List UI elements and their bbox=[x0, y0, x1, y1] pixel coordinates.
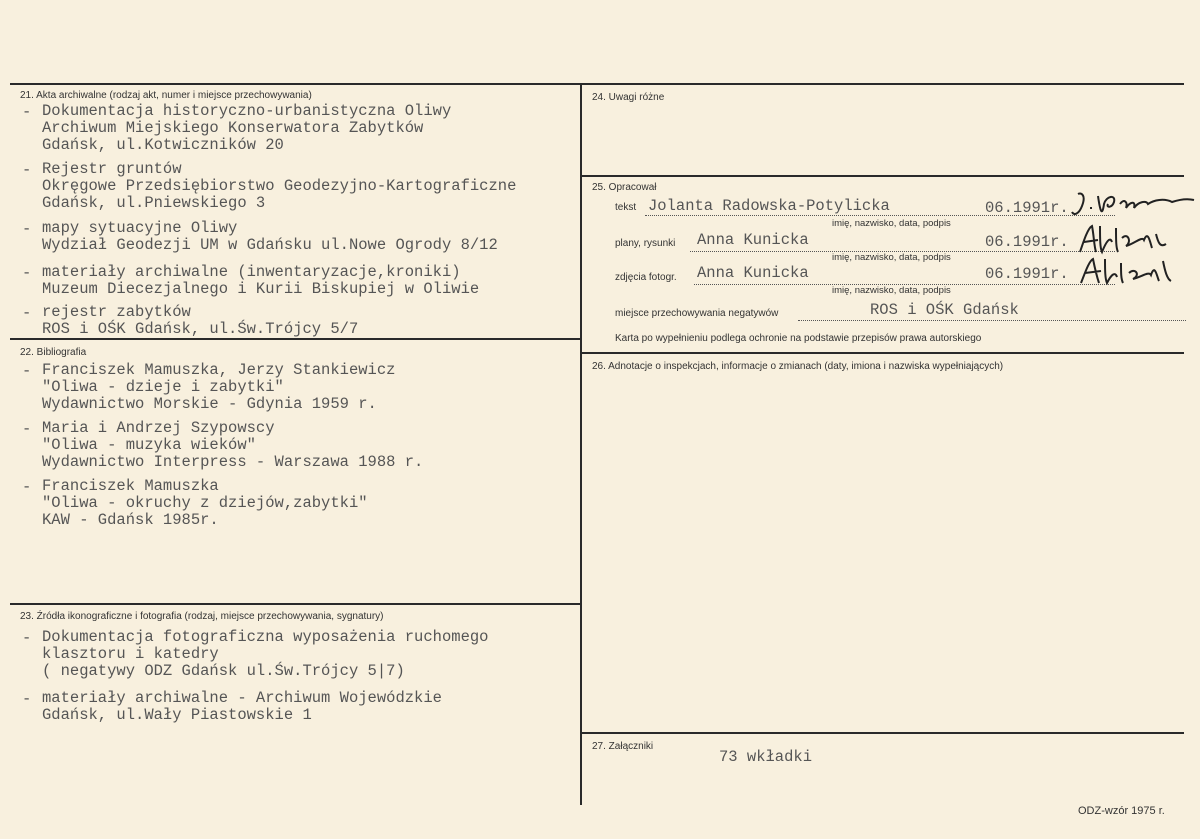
row-photos-date: 06.1991r. bbox=[985, 265, 1069, 283]
item-line: Wydawnictwo Morskie - Gdynia 1959 r. bbox=[42, 395, 377, 413]
item-line: Okręgowe Przedsiębiorstwo Geodezyjno-Kartograficzne bbox=[42, 177, 517, 195]
item-bullet: - bbox=[22, 161, 32, 179]
item-bullet: - bbox=[22, 304, 32, 322]
item-bullet: - bbox=[22, 629, 32, 647]
item-line: ROS i OŚK Gdańsk, ul.Św.Trójcy 5/7 bbox=[42, 320, 359, 338]
rule-26-27 bbox=[582, 732, 1184, 734]
item-bullet: - bbox=[22, 420, 32, 438]
item-line: "Oliwa - muzyka wieków" bbox=[42, 436, 256, 454]
top-rule bbox=[10, 83, 1184, 85]
item-bullet: - bbox=[22, 690, 32, 708]
row-photos-caption: imię, nazwisko, data, podpis bbox=[832, 285, 951, 296]
item-line: klasztoru i katedry bbox=[42, 645, 219, 663]
signature-1-icon bbox=[1068, 188, 1198, 224]
row-text-date: 06.1991r. bbox=[985, 199, 1069, 217]
item-line: Maria i Andrzej Szypowscy bbox=[42, 419, 275, 437]
item-line: materiały archiwalne (inwentaryzacje,kroniki) bbox=[42, 263, 461, 281]
signature-3-icon bbox=[1075, 255, 1175, 287]
item-line: Gdańsk, ul.Wały Piastowskie 1 bbox=[42, 706, 312, 724]
item-line: Rejestr gruntów bbox=[42, 160, 182, 178]
item-line: Gdańsk, ul.Pniewskiego 3 bbox=[42, 194, 266, 212]
item-line: KAW - Gdańsk 1985r. bbox=[42, 511, 219, 529]
section-22-label: 22. Bibliografia bbox=[20, 347, 87, 358]
negatives-label: miejsce przechowywania negatywów bbox=[615, 308, 779, 319]
row-text-label: tekst bbox=[615, 202, 637, 213]
section-23-label: 23. Źródła ikonograficzne i fotografia (rodzaj, miejsce przechowywania, sygnatury) bbox=[20, 611, 384, 622]
row-photos-name: Anna Kunicka bbox=[697, 264, 809, 282]
section-26-label: 26. Adnotacje o inspekcjach, informacje o zmianach (daty, imiona i nazwiska wypełniających) bbox=[592, 361, 1004, 372]
row-photos-label: zdjęcia fotogr. bbox=[615, 272, 677, 283]
section-24-label: 24. Uwagi różne bbox=[592, 92, 665, 103]
negatives-value: ROS i OŚK Gdańsk bbox=[870, 301, 1019, 319]
item-line: ( negatywy ODZ Gdańsk ul.Św.Trójcy 5|7) bbox=[42, 662, 405, 680]
column-divider bbox=[580, 83, 582, 805]
row-text-name: Jolanta Radowska-Potylicka bbox=[648, 197, 890, 215]
row-text-caption: imię, nazwisko, data, podpis bbox=[832, 218, 951, 229]
form-version: ODZ-wzór 1975 r. bbox=[1078, 805, 1165, 817]
signature-2-icon bbox=[1072, 222, 1172, 256]
item-line: Dokumentacja fotograficzna wyposażenia ruchomego bbox=[42, 628, 489, 646]
negatives-line bbox=[798, 320, 1186, 321]
row-plans-date: 06.1991r. bbox=[985, 233, 1069, 251]
item-line: Franciszek Mamuszka, Jerzy Stankiewicz bbox=[42, 361, 396, 379]
item-line: Gdańsk, ul.Kotwiczników 20 bbox=[42, 136, 284, 154]
item-line: rejestr zabytków bbox=[42, 303, 191, 321]
attachments-value: 73 wkładki bbox=[719, 748, 813, 766]
rule-22-23 bbox=[10, 603, 580, 605]
item-bullet: - bbox=[22, 362, 32, 380]
item-bullet: - bbox=[22, 478, 32, 496]
section-21-label: 21. Akta archiwalne (rodzaj akt, numer i miejsce przechowywania) bbox=[20, 90, 312, 101]
item-bullet: - bbox=[22, 264, 32, 282]
item-line: Dokumentacja historyczno-urbanistyczna Oliwy bbox=[42, 102, 452, 120]
item-line: "Oliwa - okruchy z dziejów,zabytki" bbox=[42, 494, 368, 512]
rule-25-26 bbox=[582, 352, 1184, 354]
item-bullet: - bbox=[22, 220, 32, 238]
item-line: Franciszek Mamuszka bbox=[42, 477, 219, 495]
item-line: Wydawnictwo Interpress - Warszawa 1988 r. bbox=[42, 453, 424, 471]
item-bullet: - bbox=[22, 103, 32, 121]
item-line: Archiwum Miejskiego Konserwatora Zabytków bbox=[42, 119, 424, 137]
copyright-note: Karta po wypełnieniu podlega ochronie na podstawie przepisów prawa autorskiego bbox=[615, 333, 982, 344]
item-line: materiały archiwalne - Archiwum Wojewódzkie bbox=[42, 689, 442, 707]
section-27-label: 27. Załączniki bbox=[592, 741, 654, 752]
row-plans-name: Anna Kunicka bbox=[697, 231, 809, 249]
rule-24-25 bbox=[582, 175, 1184, 177]
item-line: mapy sytuacyjne Oliwy bbox=[42, 219, 238, 237]
rule-21-22 bbox=[10, 338, 580, 340]
row-plans-caption: imię, nazwisko, data, podpis bbox=[832, 252, 951, 263]
item-line: Muzeum Diecezjalnego i Kurii Biskupiej w Oliwie bbox=[42, 280, 480, 298]
item-line: Wydział Geodezji UM w Gdańsku ul.Nowe Ogrody 8/12 bbox=[42, 236, 498, 254]
row-plans-label: plany, rysunki bbox=[615, 238, 676, 249]
item-line: "Oliwa - dzieje i zabytki" bbox=[42, 378, 284, 396]
section-25-label: 25. Opracował bbox=[592, 182, 657, 193]
